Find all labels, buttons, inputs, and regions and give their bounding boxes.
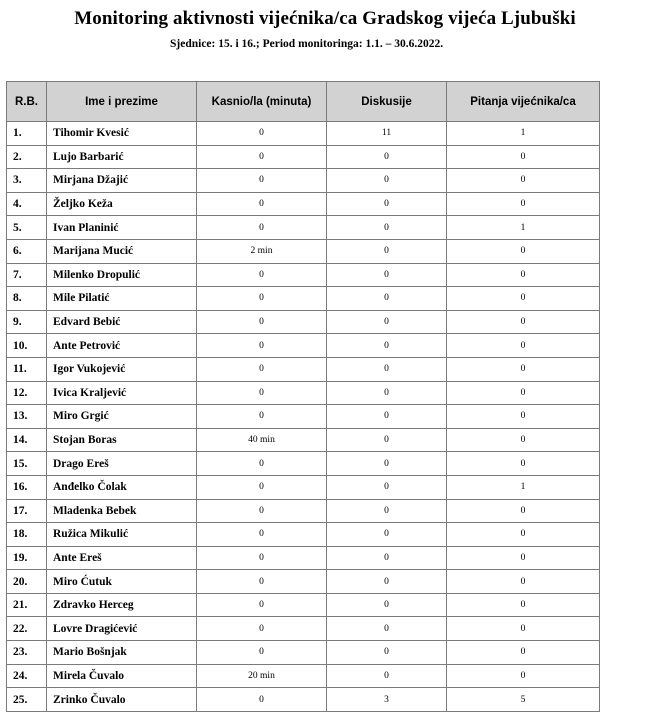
late-minutes: 0 bbox=[197, 216, 327, 240]
questions-count: 0 bbox=[447, 664, 600, 688]
discussions-count: 0 bbox=[327, 263, 447, 287]
questions-count: 1 bbox=[447, 216, 600, 240]
late-minutes: 0 bbox=[197, 499, 327, 523]
row-number: 18. bbox=[7, 523, 47, 547]
late-minutes: 40 min bbox=[197, 428, 327, 452]
discussions-count: 0 bbox=[327, 593, 447, 617]
councillor-name: Mladenka Bebek bbox=[47, 499, 197, 523]
questions-count: 0 bbox=[447, 334, 600, 358]
table-row bbox=[7, 287, 600, 311]
row-number: 16. bbox=[7, 475, 47, 499]
late-minutes: 0 bbox=[197, 523, 327, 547]
row-number: 19. bbox=[7, 546, 47, 570]
discussions-count: 0 bbox=[327, 641, 447, 665]
councillor-name: Mirela Čuvalo bbox=[47, 664, 197, 688]
document-subtitle: Sjednice: 15. i 16.; Period monitoringa: 1.1. – 30.6.2022. bbox=[170, 38, 444, 50]
councillor-name: Lujo Barbarić bbox=[47, 145, 197, 169]
late-minutes: 0 bbox=[197, 263, 327, 287]
table-row bbox=[7, 499, 600, 523]
questions-count: 0 bbox=[447, 452, 600, 476]
councillor-name: Željko Keža bbox=[47, 192, 197, 216]
table-row bbox=[7, 428, 600, 452]
councillor-name: Ante Petrović bbox=[47, 334, 197, 358]
discussions-count: 0 bbox=[327, 381, 447, 405]
row-number: 9. bbox=[7, 310, 47, 334]
questions-count: 0 bbox=[447, 570, 600, 594]
councillor-name: Mirjana Džajić bbox=[47, 169, 197, 193]
late-minutes: 0 bbox=[197, 334, 327, 358]
late-minutes: 0 bbox=[197, 593, 327, 617]
late-minutes: 0 bbox=[197, 310, 327, 334]
councillor-name: Miro Grgić bbox=[47, 405, 197, 429]
late-minutes: 0 bbox=[197, 475, 327, 499]
table-row bbox=[7, 688, 600, 712]
table-row bbox=[7, 381, 600, 405]
questions-count: 0 bbox=[447, 593, 600, 617]
councillor-name: Ante Ereš bbox=[47, 546, 197, 570]
row-number: 21. bbox=[7, 593, 47, 617]
row-number: 12. bbox=[7, 381, 47, 405]
late-minutes: 0 bbox=[197, 641, 327, 665]
header-discussions: Diskusije bbox=[327, 82, 447, 122]
questions-count: 0 bbox=[447, 617, 600, 641]
councillor-name: Lovre Dragićević bbox=[47, 617, 197, 641]
councillor-name: Zdravko Herceg bbox=[47, 593, 197, 617]
discussions-count: 0 bbox=[327, 216, 447, 240]
councillor-name: Drago Ereš bbox=[47, 452, 197, 476]
councillor-name: Mario Bošnjak bbox=[47, 641, 197, 665]
questions-count: 0 bbox=[447, 546, 600, 570]
table-row bbox=[7, 664, 600, 688]
discussions-count: 0 bbox=[327, 239, 447, 263]
table-row bbox=[7, 192, 600, 216]
table-row bbox=[7, 546, 600, 570]
councillor-name: Ivica Kraljević bbox=[47, 381, 197, 405]
discussions-count: 0 bbox=[327, 452, 447, 476]
row-number: 25. bbox=[7, 688, 47, 712]
councillor-name: Igor Vukojević bbox=[47, 357, 197, 381]
document-title: Monitoring aktivnosti vijećnika/ca Gradskog vijeća Ljubuški bbox=[74, 8, 576, 29]
discussions-count: 0 bbox=[327, 570, 447, 594]
row-number: 10. bbox=[7, 334, 47, 358]
late-minutes: 0 bbox=[197, 452, 327, 476]
councillor-name: Marijana Mucić bbox=[47, 239, 197, 263]
table-row bbox=[7, 216, 600, 240]
councillor-name: Edvard Bebić bbox=[47, 310, 197, 334]
questions-count: 0 bbox=[447, 169, 600, 193]
questions-count: 0 bbox=[447, 239, 600, 263]
table-row bbox=[7, 617, 600, 641]
header-name: Ime i prezime bbox=[47, 82, 197, 122]
table-row bbox=[7, 475, 600, 499]
row-number: 1. bbox=[7, 122, 47, 146]
row-number: 24. bbox=[7, 664, 47, 688]
questions-count: 1 bbox=[447, 475, 600, 499]
table-row bbox=[7, 405, 600, 429]
councillor-name: Zrinko Čuvalo bbox=[47, 688, 197, 712]
discussions-count: 0 bbox=[327, 475, 447, 499]
row-number: 13. bbox=[7, 405, 47, 429]
late-minutes: 0 bbox=[197, 381, 327, 405]
row-number: 14. bbox=[7, 428, 47, 452]
discussions-count: 0 bbox=[327, 499, 447, 523]
table-row bbox=[7, 169, 600, 193]
councillor-name: Ružica Mikulić bbox=[47, 523, 197, 547]
discussions-count: 0 bbox=[327, 428, 447, 452]
questions-count: 0 bbox=[447, 381, 600, 405]
row-number: 15. bbox=[7, 452, 47, 476]
discussions-count: 0 bbox=[327, 192, 447, 216]
discussions-count: 0 bbox=[327, 169, 447, 193]
late-minutes: 0 bbox=[197, 357, 327, 381]
late-minutes: 0 bbox=[197, 570, 327, 594]
late-minutes: 20 min bbox=[197, 664, 327, 688]
late-minutes: 2 min bbox=[197, 239, 327, 263]
discussions-count: 0 bbox=[327, 405, 447, 429]
discussions-count: 0 bbox=[327, 145, 447, 169]
row-number: 3. bbox=[7, 169, 47, 193]
late-minutes: 0 bbox=[197, 546, 327, 570]
questions-count: 0 bbox=[447, 499, 600, 523]
row-number: 11. bbox=[7, 357, 47, 381]
late-minutes: 0 bbox=[197, 169, 327, 193]
discussions-count: 0 bbox=[327, 546, 447, 570]
header-rb: R.B. bbox=[7, 82, 47, 122]
questions-count: 0 bbox=[447, 310, 600, 334]
row-number: 20. bbox=[7, 570, 47, 594]
table-row bbox=[7, 452, 600, 476]
row-number: 8. bbox=[7, 287, 47, 311]
row-number: 7. bbox=[7, 263, 47, 287]
table-row bbox=[7, 570, 600, 594]
row-number: 2. bbox=[7, 145, 47, 169]
row-number: 5. bbox=[7, 216, 47, 240]
discussions-count: 0 bbox=[327, 310, 447, 334]
table-row bbox=[7, 523, 600, 547]
councillor-name: Stojan Boras bbox=[47, 428, 197, 452]
discussions-count: 0 bbox=[327, 617, 447, 641]
table-header-row bbox=[7, 82, 600, 122]
councillor-name: Milenko Dropulić bbox=[47, 263, 197, 287]
table-row bbox=[7, 357, 600, 381]
table-row bbox=[7, 263, 600, 287]
table-body bbox=[7, 122, 600, 712]
questions-count: 0 bbox=[447, 405, 600, 429]
row-number: 6. bbox=[7, 239, 47, 263]
discussions-count: 0 bbox=[327, 357, 447, 381]
table-row bbox=[7, 593, 600, 617]
questions-count: 0 bbox=[447, 641, 600, 665]
monitoring-table bbox=[6, 81, 600, 712]
councillor-name: Mile Pilatić bbox=[47, 287, 197, 311]
discussions-count: 0 bbox=[327, 334, 447, 358]
table-row bbox=[7, 310, 600, 334]
discussions-count: 0 bbox=[327, 664, 447, 688]
late-minutes: 0 bbox=[197, 688, 327, 712]
row-number: 23. bbox=[7, 641, 47, 665]
table-row bbox=[7, 334, 600, 358]
questions-count: 1 bbox=[447, 122, 600, 146]
header-questions: Pitanja vijećnika/ca bbox=[447, 82, 600, 122]
row-number: 4. bbox=[7, 192, 47, 216]
late-minutes: 0 bbox=[197, 405, 327, 429]
discussions-count: 0 bbox=[327, 523, 447, 547]
questions-count: 0 bbox=[447, 357, 600, 381]
questions-count: 0 bbox=[447, 145, 600, 169]
late-minutes: 0 bbox=[197, 145, 327, 169]
questions-count: 0 bbox=[447, 263, 600, 287]
row-number: 22. bbox=[7, 617, 47, 641]
row-number: 17. bbox=[7, 499, 47, 523]
questions-count: 0 bbox=[447, 287, 600, 311]
councillor-name: Anđelko Čolak bbox=[47, 475, 197, 499]
councillor-name: Tihomir Kvesić bbox=[47, 122, 197, 146]
table-row bbox=[7, 641, 600, 665]
questions-count: 0 bbox=[447, 192, 600, 216]
table-row bbox=[7, 145, 600, 169]
discussions-count: 0 bbox=[327, 287, 447, 311]
late-minutes: 0 bbox=[197, 287, 327, 311]
late-minutes: 0 bbox=[197, 192, 327, 216]
councillor-name: Miro Ćutuk bbox=[47, 570, 197, 594]
questions-count: 0 bbox=[447, 428, 600, 452]
table-row bbox=[7, 239, 600, 263]
discussions-count: 11 bbox=[327, 122, 447, 146]
questions-count: 5 bbox=[447, 688, 600, 712]
header-late: Kasnio/la (minuta) bbox=[197, 82, 327, 122]
questions-count: 0 bbox=[447, 523, 600, 547]
table-row bbox=[7, 122, 600, 146]
late-minutes: 0 bbox=[197, 617, 327, 641]
councillor-name: Ivan Planinić bbox=[47, 216, 197, 240]
discussions-count: 3 bbox=[327, 688, 447, 712]
late-minutes: 0 bbox=[197, 122, 327, 146]
